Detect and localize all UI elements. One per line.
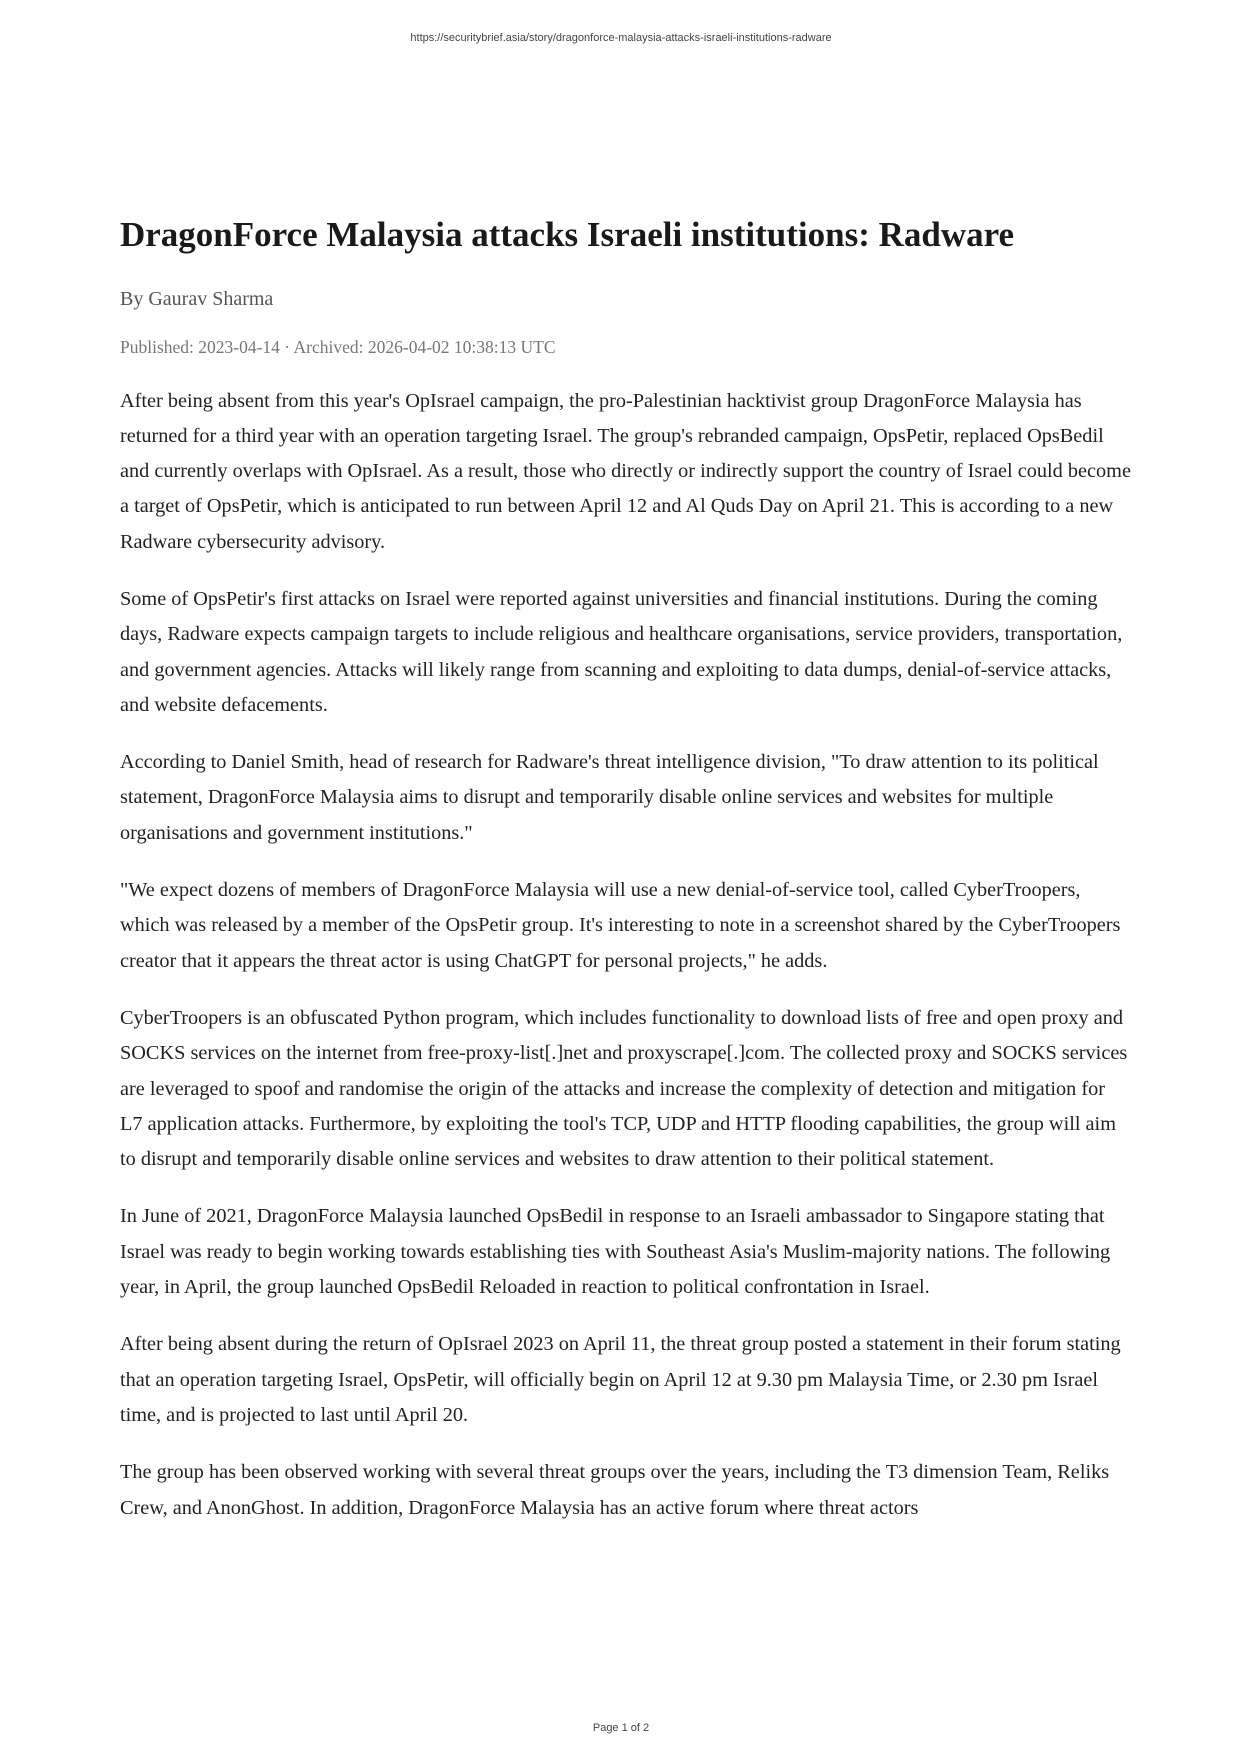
source-url: https://securitybrief.asia/story/dragonforce-malaysia-attacks-israeli-institutions-radware bbox=[410, 32, 832, 44]
paragraph: After being absent from this year's OpIsrael campaign, the pro-Palestinian hacktivist group DragonForce Malaysia has returned for a third year with an operation targeting Israel. The group's rebranded campaign, OpsPetir, replaced OpsBedil and currently overlaps with OpIsrael. As a result, those who directly or indirectly support the country of Israel could become a target of OpsPetir, which is anticipated to run between April 12 and Al Quds Day on April 21. This is according to a new Radware cybersecurity advisory. bbox=[120, 389, 1131, 553]
paragraph: In June of 2021, DragonForce Malaysia launched OpsBedil in response to an Israeli ambassador to Singapore stating that Israel was ready to begin working towards establishing ties with Southeast Asia's Muslim-majority nations. The following year, in April, the group launched OpsBedil Reloaded in reaction to political confrontation in Israel. bbox=[120, 1205, 1111, 1299]
paragraph: "We expect dozens of members of DragonForce Malaysia will use a new denial-of-service tool, called CyberTroopers, which was released by a member of the OpsPetir group. It's interesting to note in a screenshot shared by the CyberTroopers creator that it appears the threat actor is using ChatGPT for personal projects," he adds. bbox=[120, 879, 1121, 972]
article-byline: By Gaurav Sharma bbox=[120, 287, 274, 310]
article-title: DragonForce Malaysia attacks Israeli institutions: Radware bbox=[120, 215, 1015, 254]
paragraph: CyberTroopers is an obfuscated Python program, which includes functionality to download lists of free and open proxy and SOCKS services on the internet from free-proxy-list[.]net and proxyscrape[.]com. The collected proxy and SOCKS services are leveraged to spoof and randomise the origin of the attacks and increase the complexity of detection and mitigation for L7 application attacks. Furthermore, by exploiting the tool's TCP, UDP and HTTP flooding capabilities, the group will aim to disrupt and temporarily disable online services and websites to draw attention to their political statement. bbox=[120, 1006, 1128, 1171]
paragraph: Some of OpsPetir's first attacks on Israel were reported against universities and financial institutions. During the coming days, Radware expects campaign targets to include religious and healthcare organisations, service providers, transportation, and government agencies. Attacks will likely range from scanning and exploiting to data dumps, denial-of-service attacks, and website defacements. bbox=[120, 587, 1123, 716]
paragraph: After being absent during the return of OpIsrael 2023 on April 11, the threat group posted a statement in their forum stating that an operation targeting Israel, OpsPetir, will officially begin on April 12 at 9.30 pm Malaysia Time, or 2.30 pm Israel time, and is projected to last until April 20. bbox=[120, 1333, 1121, 1426]
article bbox=[120, 212, 1132, 1548]
paragraph: The group has been observed working with several threat groups over the years, including the T3 dimension Team, Reliks Crew, and AnonGhost. In addition, DragonForce Malaysia has an active forum where threat actors bbox=[120, 1461, 1110, 1519]
paragraph: According to Daniel Smith, head of research for Radware's threat intelligence division, "To draw attention to its political statement, DragonForce Malaysia aims to disrupt and temporarily disable online services and websites for multiple organisations and government institutions." bbox=[120, 751, 1099, 844]
article-meta: Published: 2023-04-14 · Archived: 2026-04-02 10:38:13 UTC bbox=[120, 336, 556, 357]
page-number: Page 1 of 2 bbox=[592, 1722, 650, 1734]
